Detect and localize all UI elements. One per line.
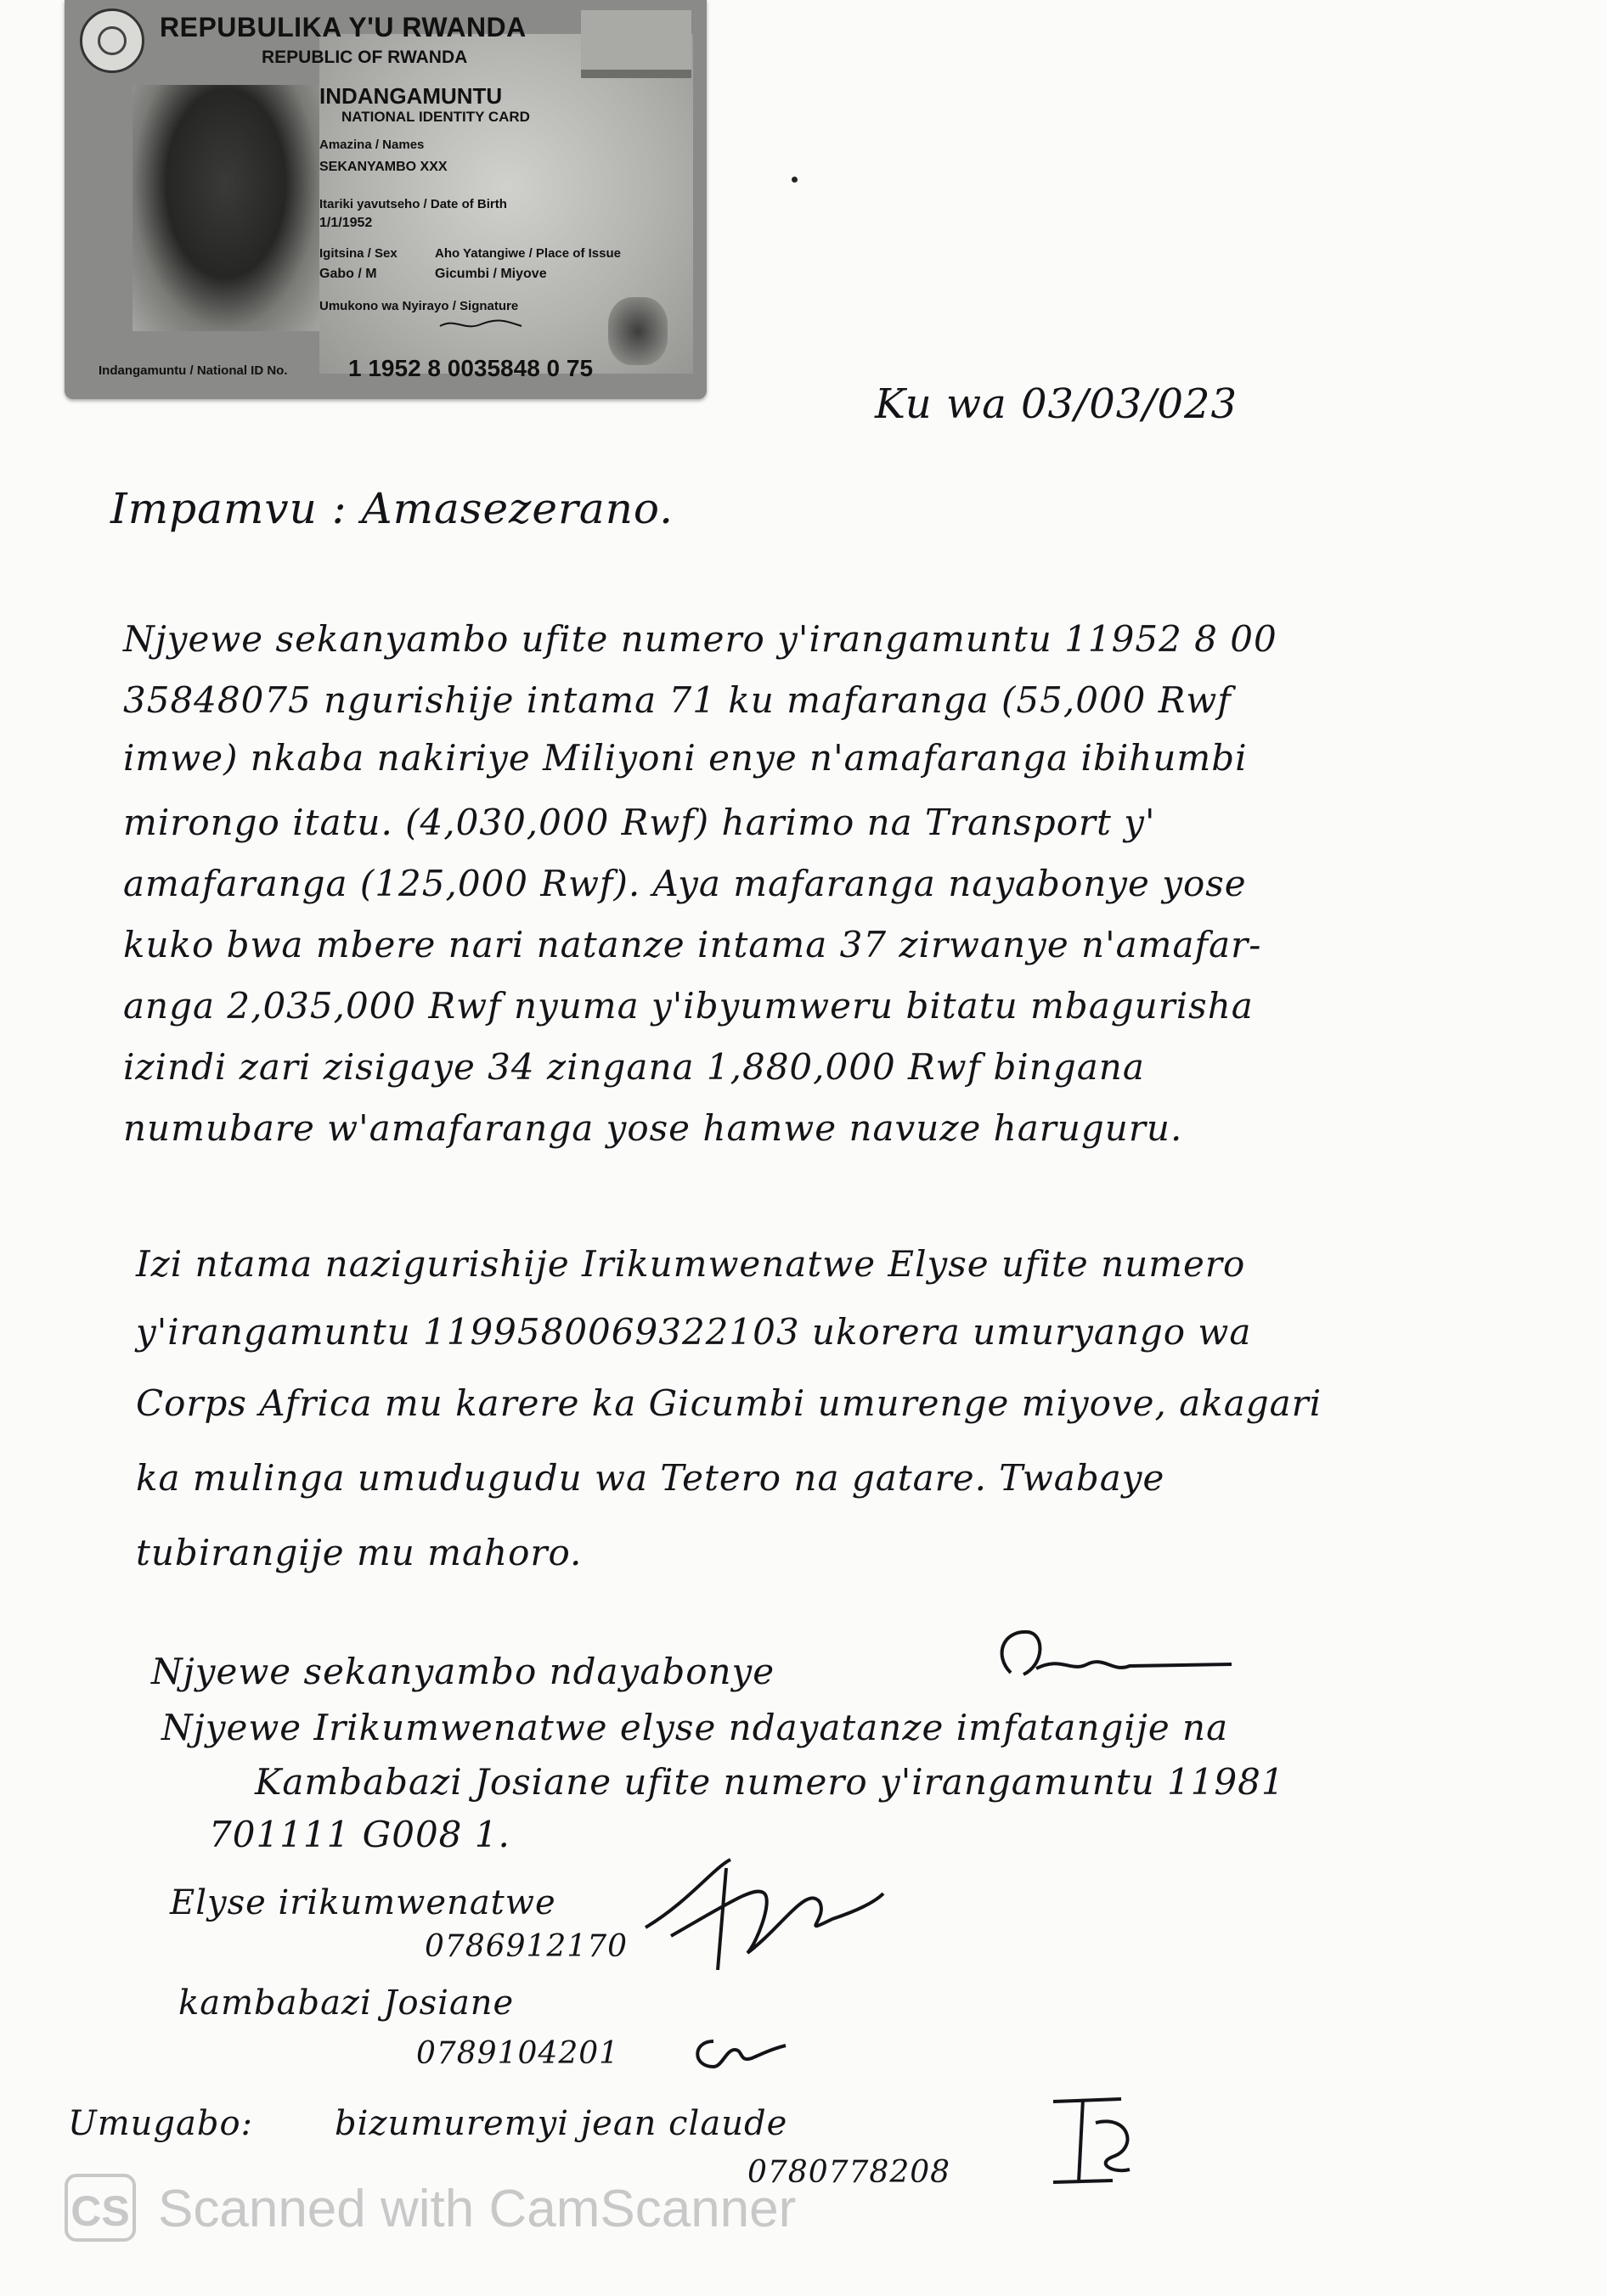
card-title: INDANGAMUNTU	[319, 83, 503, 109]
para1-line: amafaranga (125,000 Rwf). Aya mafaranga nayabonye yose	[123, 863, 1247, 904]
names-value: SEKANYAMBO XXX	[319, 160, 448, 174]
para1-line: kuko bwa mbere nari natanze intama 37 zirwanye n'amafar-	[123, 924, 1262, 965]
para1-line: imwe) nkaba nakiriye Miliyoni enye n'amafaranga ibihumbi	[123, 737, 1248, 779]
witness-name: bizumuremyi jean claude	[335, 2104, 788, 2143]
witness-phone: 0780778208	[747, 2155, 951, 2190]
signature-label: Umukono wa Nyirayo / Signature	[319, 299, 519, 313]
elyse-name: Elyse irikumwenatwe	[170, 1883, 556, 1922]
para2-line: tubirangije mu mahoro.	[136, 1532, 583, 1573]
closing-line: Njyewe Irikumwenatwe elyse ndayatanze imfatangije na	[161, 1707, 1229, 1748]
para2-line: Corps Africa mu karere ka Gicumbi umurenge miyove, akagari	[136, 1382, 1322, 1424]
holder-signature	[438, 316, 523, 333]
closing-line: 701111 G008 1.	[209, 1814, 510, 1855]
dob-label: Itariki yavutseho / Date of Birth	[319, 197, 507, 211]
para1-line: numubare w'amafaranga yose hamwe navuze haruguru.	[123, 1107, 1183, 1149]
letter-subject: Impamvu : Amasezerano.	[110, 484, 674, 533]
letter-date: Ku wa 03/03/023	[875, 380, 1238, 428]
para2-line: ka mulinga umudugudu wa Tetero na gatare. Twabaye	[136, 1457, 1165, 1499]
sekanyambo-signature	[985, 1622, 1240, 1698]
witness-signature	[1036, 2089, 1147, 2199]
place-value: Gicumbi / Miyove	[435, 267, 547, 281]
holder-photo	[133, 85, 319, 331]
witness-label: Umugabo:	[68, 2104, 254, 2143]
place-label: Aho Yatangiwe / Place of Issue	[435, 246, 621, 261]
elyse-signature	[637, 1851, 892, 1978]
para2-line: Izi ntama nazigurishije Irikumwenatwe Elyse ufite numero	[136, 1243, 1246, 1285]
para1-line: izindi zari zisigaye 34 zingana 1,880,000 Rwf bingana	[123, 1046, 1145, 1088]
card-country-en: REPUBLIC OF RWANDA	[262, 48, 468, 67]
josiane-phone: 0789104201	[416, 2036, 620, 2071]
dob-value: 1/1/1952	[319, 216, 373, 230]
closing-line: Kambabazi Josiane ufite numero y'irangamuntu 11981	[255, 1761, 1285, 1803]
rwanda-emblem-icon	[80, 8, 144, 73]
para1-line: Njyewe sekanyambo ufite numero y'irangamuntu 11952 8 00	[123, 618, 1277, 660]
para1-line: anga 2,035,000 Rwf nyuma y'ibyumweru bitatu mbagurisha	[123, 985, 1254, 1027]
flag-icon	[581, 10, 691, 78]
names-label: Amazina / Names	[319, 138, 425, 152]
para1-line: mirongo itatu. (4,030,000 Rwf) harimo na Transport y'	[123, 802, 1156, 843]
id-number-label: Indangamuntu / National ID No.	[99, 363, 288, 378]
national-id-card	[65, 0, 707, 399]
josiane-signature	[688, 2024, 790, 2075]
elyse-phone: 0786912170	[425, 1929, 629, 1964]
para2-line: y'irangamuntu 1199580069322103 ukorera umuryango wa	[136, 1311, 1252, 1353]
sex-label: Igitsina / Sex	[319, 246, 398, 261]
closing-line: Njyewe sekanyambo ndayabonye	[151, 1651, 775, 1692]
card-subtitle: NATIONAL IDENTITY CARD	[341, 109, 530, 125]
card-country-rw: REPUBULIKA Y'U RWANDA	[160, 12, 527, 42]
camscanner-watermark: Scanned with CamScanner	[158, 2180, 797, 2238]
ink-dot	[792, 177, 798, 183]
josiane-name: kambabazi Josiane	[178, 1984, 515, 2023]
id-number: 1 1952 8 0035848 0 75	[348, 355, 594, 381]
camscanner-logo: CS	[65, 2174, 136, 2242]
ghost-photo	[608, 297, 668, 365]
para1-line: 35848075 ngurishije intama 71 ku mafaranga (55,000 Rwf	[123, 679, 1232, 721]
sex-value: Gabo / M	[319, 267, 377, 281]
